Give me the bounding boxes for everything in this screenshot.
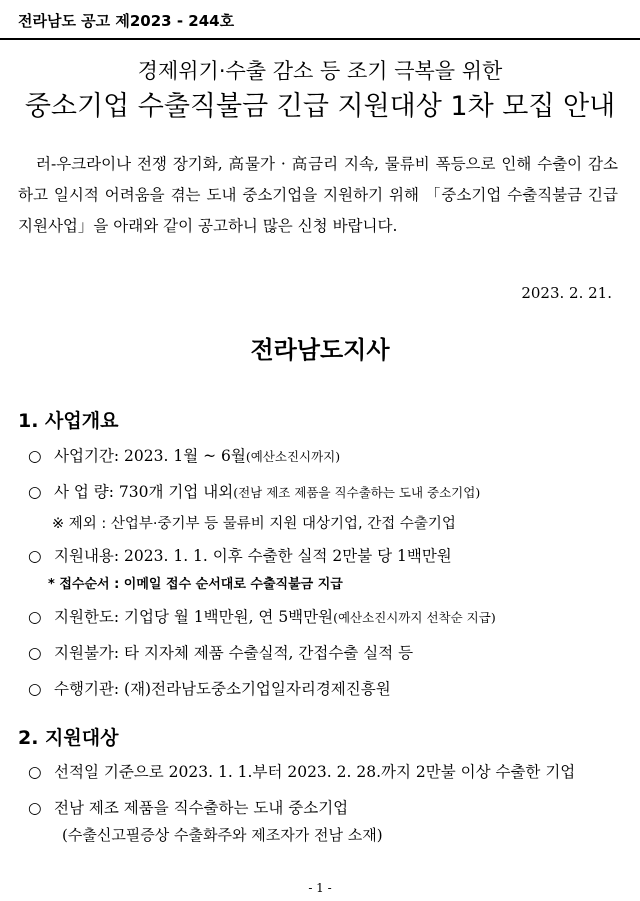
item-note: (예산소진시까지 선착순 지급)	[333, 610, 496, 625]
overview-item-period	[28, 444, 340, 466]
section-1-heading: 1. 사업개요	[18, 410, 119, 432]
exclusion-note: ※ 제외 : 산업부·중기부 등 물류비 지원 대상기업, 간접 수출기업	[52, 516, 456, 532]
section-2-heading: 2. 지원대상	[18, 727, 119, 749]
issuer-name: 전라남도지사	[250, 336, 390, 364]
item-text: 지원내용: 2023. 1. 1. 이후 수출한 실적 2만불 당 1백만원	[54, 547, 452, 565]
overview-item-limit	[28, 605, 496, 627]
item-text: 사업기간: 2023. 1월 ~ 6월	[54, 447, 246, 465]
item-marker: ○	[28, 547, 42, 565]
title-line-2: 중소기업 수출직불금 긴급 지원대상 1차 모집 안내	[24, 91, 616, 122]
overview-item-content	[28, 544, 452, 566]
page-number: - 1 -	[308, 881, 332, 895]
header-rule	[0, 38, 640, 40]
eligibility-sub-note: (수출신고필증상 수출화주와 제조자가 전남 소재)	[62, 826, 383, 844]
overview-item-ineligible	[28, 641, 413, 663]
item-note: (예산소진시까지)	[245, 449, 341, 464]
item-marker: ○	[28, 799, 42, 817]
item-marker: ○	[28, 608, 42, 626]
item-marker: ○	[28, 644, 42, 662]
notice-date: 2023. 2. 21.	[521, 284, 612, 302]
item-text: 전남 제조 제품을 직수출하는 도내 중소기업	[54, 799, 349, 817]
item-text: 지원불가: 타 지자체 제품 수출실적, 간접수출 실적 등	[54, 644, 414, 662]
item-marker: ○	[28, 763, 42, 781]
item-text: 지원한도: 기업당 월 1백만원, 연 5백만원	[54, 608, 334, 626]
item-note: (전남 제조 제품을 직수출하는 도내 중소기업)	[233, 485, 481, 500]
eligibility-item-shipping	[28, 760, 575, 782]
intro-paragraph	[18, 149, 618, 242]
item-marker: ○	[28, 680, 42, 698]
item-marker: ○	[28, 447, 42, 465]
intro-text: 러-우크라이나 전쟁 장기화, 高물가 · 高금리 지속, 물류비 폭등으로 인해 수출이 감소하고 일시적 어려움을 겪는 도내 중소기업을 지원하기 위해 「중소기업 수출직불금 긴급 지원사업」을 아래와 같이 공고하니 많은 신청 바랍니다.	[18, 155, 618, 235]
title-line-1: 경제위기·수출 감소 등 조기 극복을 위한	[137, 59, 503, 83]
eligibility-item-manufacturer	[28, 796, 348, 818]
item-marker: ○	[28, 483, 42, 501]
notice-number: 전라남도 공고 제2023 - 244호	[18, 12, 235, 30]
overview-item-agency	[28, 677, 391, 699]
receipt-order-note: * 접수순서 : 이메일 접수 순서대로 수출직불금 지급	[48, 577, 343, 592]
item-text: 사 업 량: 730개 기업 내외	[54, 483, 234, 501]
item-text: 선적일 기준으로 2023. 1. 1.부터 2023. 2. 28.까지 2만불 이상 수출한 기업	[54, 763, 576, 781]
item-text: 수행기관: (재)전라남도중소기업일자리경제진흥원	[54, 680, 391, 698]
overview-item-volume	[28, 480, 480, 502]
